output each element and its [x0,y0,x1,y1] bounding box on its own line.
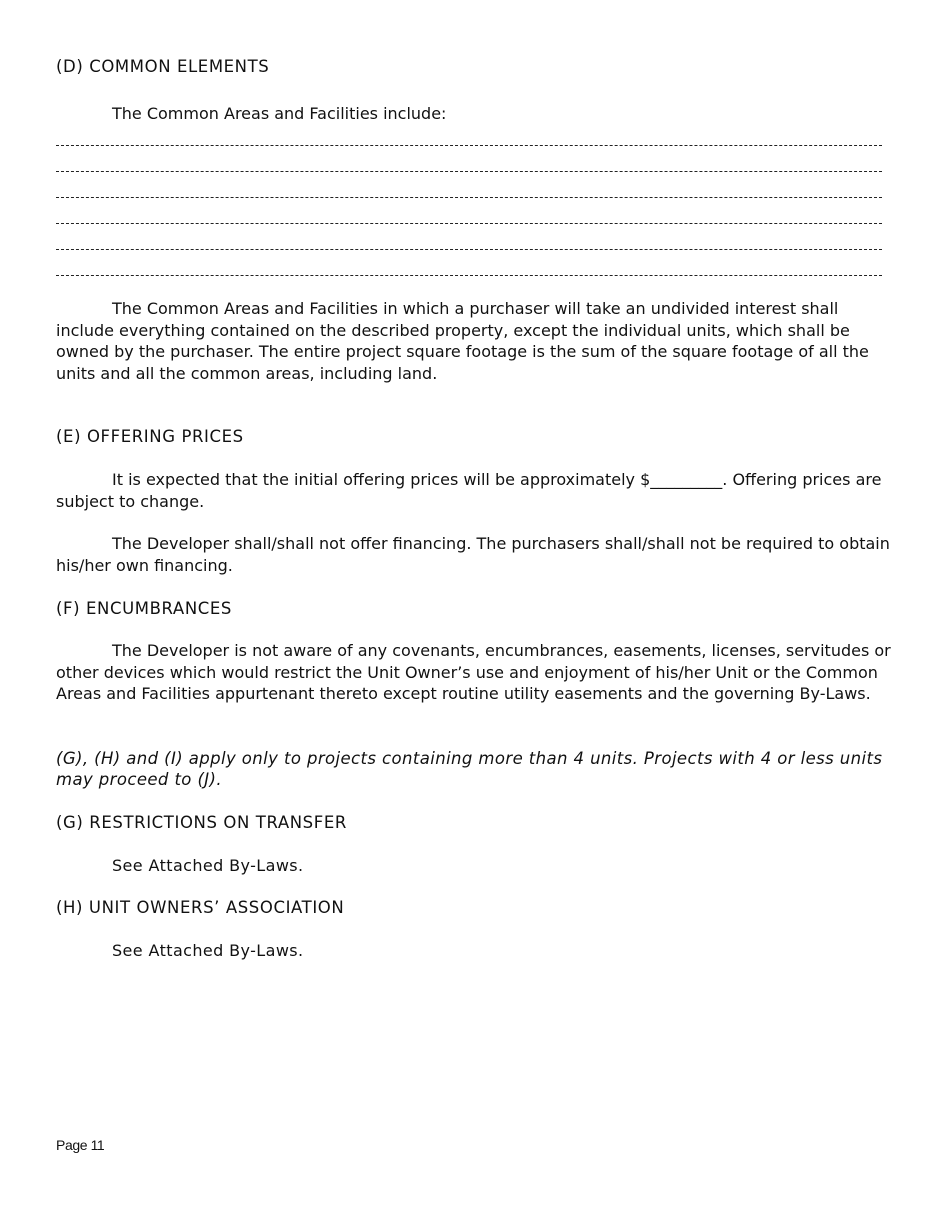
fill-in-line [56,197,882,198]
section-g-heading: (G) RESTRICTIONS ON TRANSFER [56,813,347,832]
section-d-heading: (D) COMMON ELEMENTS [56,57,270,76]
offering-prices-paragraph: It is expected that the initial offering prices will be approximately $_________. Offering prices are subject to change. [56,470,882,511]
section-e-heading: (E) OFFERING PRICES [56,427,244,446]
association-reference: See Attached By-Laws. [112,941,304,960]
section-f-heading: (F) ENCUMBRANCES [56,599,232,618]
fill-in-line [56,249,882,250]
section-h-heading: (H) UNIT OWNERS’ ASSOCIATION [56,898,345,917]
fill-in-line [56,145,882,146]
fill-in-line [56,275,882,276]
fill-in-line [56,171,882,172]
financing-paragraph: The Developer shall/shall not offer financing. The purchasers shall/shall not be required to obtain his/her own financing. [56,534,890,575]
restrictions-reference: See Attached By-Laws. [112,856,304,875]
common-areas-paragraph: The Common Areas and Facilities in which a purchaser will take an undivided interest shall include everything contained on the described property, except the individual units, which shall be owned by the purchaser. The entire project square footage is the sum of the square footage of all the units and all the common areas, including land. [56,299,869,383]
page-number: Page 11 [56,1137,105,1153]
common-areas-intro: The Common Areas and Facilities include: [112,104,447,123]
units-note: (G), (H) and (I) apply only to projects containing more than 4 units. Projects with 4 or less units may proceed to (J). [56,749,883,789]
fill-in-line [56,223,882,224]
encumbrances-paragraph: The Developer is not aware of any covenants, encumbrances, easements, licenses, servitudes or other devices which would restrict the Unit Owner’s use and enjoyment of his/her Unit or the Common Areas and Facilities appurtenant thereto except routine utility easements and the governing By-Laws. [56,641,891,703]
